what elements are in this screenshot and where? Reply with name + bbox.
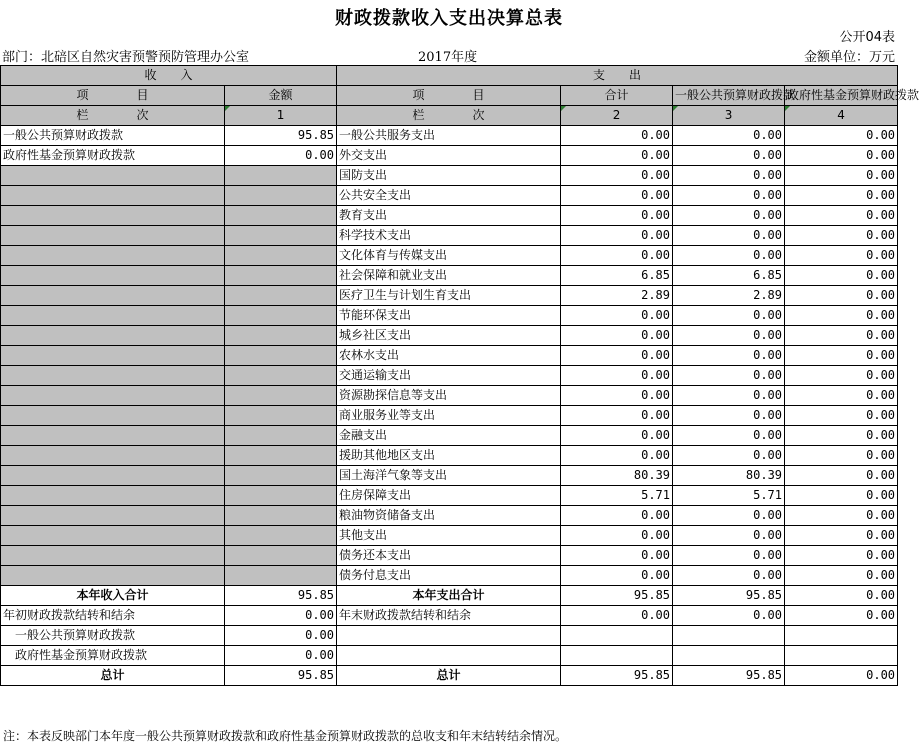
expense-general: 0.00	[673, 506, 785, 526]
income-amount: 0.00	[225, 146, 337, 166]
expense-general: 0.00	[673, 226, 785, 246]
table-row	[1, 166, 898, 186]
income-amount	[225, 506, 337, 526]
report-year: 2017年度	[418, 50, 478, 65]
empty-cell	[785, 646, 898, 666]
expense-item: 农林水支出	[337, 346, 561, 366]
expense-item: 公共安全支出	[337, 186, 561, 206]
expense-general: 2.89	[673, 286, 785, 306]
column-index-2: 2	[561, 106, 673, 126]
expense-general: 95.85	[673, 586, 785, 606]
income-item	[1, 506, 225, 526]
income-amount	[225, 446, 337, 466]
expense-total: 0.00	[561, 346, 673, 366]
expense-fund: 0.00	[785, 526, 898, 546]
expense-fund: 0.00	[785, 226, 898, 246]
expense-fund: 0.00	[785, 146, 898, 166]
expense-general: 0.00	[673, 426, 785, 446]
expense-general: 95.85	[673, 666, 785, 686]
expense-general-header: 一般公共预算财政拨款	[673, 86, 785, 106]
income-amount	[225, 186, 337, 206]
expense-total: 6.85	[561, 266, 673, 286]
expense-general: 0.00	[673, 446, 785, 466]
income-item	[1, 566, 225, 586]
expense-fund: 0.00	[785, 446, 898, 466]
expense-fund: 0.00	[785, 326, 898, 346]
income-item	[1, 486, 225, 506]
expense-general: 0.00	[673, 306, 785, 326]
expense-item: 商业服务业等支出	[337, 406, 561, 426]
income-amount: 0.00	[225, 626, 337, 646]
carry-general-row	[1, 626, 898, 646]
income-item	[1, 206, 225, 226]
column-header-row	[1, 86, 898, 106]
expense-general: 0.00	[673, 146, 785, 166]
table-row	[1, 426, 898, 446]
expense-general: 0.00	[673, 166, 785, 186]
table-row	[1, 506, 898, 526]
expense-fund: 0.00	[785, 346, 898, 366]
expense-total: 5.71	[561, 486, 673, 506]
income-item	[1, 326, 225, 346]
expense-item: 本年支出合计	[337, 586, 561, 606]
income-item	[1, 346, 225, 366]
expense-total: 0.00	[561, 546, 673, 566]
income-item: 一般公共预算财政拨款	[1, 626, 225, 646]
expense-fund: 0.00	[785, 186, 898, 206]
expense-general: 0.00	[673, 126, 785, 146]
income-item: 政府性基金预算财政拨款	[1, 146, 225, 166]
income-item	[1, 546, 225, 566]
expense-fund: 0.00	[785, 606, 898, 626]
expense-item: 科学技术支出	[337, 226, 561, 246]
income-amount	[225, 426, 337, 446]
expense-total: 0.00	[561, 566, 673, 586]
expense-total: 0.00	[561, 146, 673, 166]
expense-total: 0.00	[561, 526, 673, 546]
table-row	[1, 266, 898, 286]
expense-general: 5.71	[673, 486, 785, 506]
income-amount	[225, 206, 337, 226]
expense-item: 社会保障和就业支出	[337, 266, 561, 286]
table-row	[1, 246, 898, 266]
income-item	[1, 526, 225, 546]
expense-item: 城乡社区支出	[337, 326, 561, 346]
expense-item: 其他支出	[337, 526, 561, 546]
column-index-row	[1, 106, 898, 126]
expense-fund: 0.00	[785, 386, 898, 406]
expense-total: 95.85	[561, 586, 673, 606]
expense-fund: 0.00	[785, 366, 898, 386]
expense-general: 0.00	[673, 386, 785, 406]
expense-item: 粮油物资储备支出	[337, 506, 561, 526]
expense-total: 0.00	[561, 506, 673, 526]
table-row	[1, 526, 898, 546]
expense-item: 一般公共服务支出	[337, 126, 561, 146]
expense-total: 0.00	[561, 326, 673, 346]
expense-fund: 0.00	[785, 586, 898, 606]
expense-fund: 0.00	[785, 466, 898, 486]
income-amount	[225, 286, 337, 306]
expense-fund: 0.00	[785, 426, 898, 446]
expense-fund: 0.00	[785, 126, 898, 146]
expense-total: 0.00	[561, 306, 673, 326]
expense-item: 国土海洋气象等支出	[337, 466, 561, 486]
expense-item: 国防支出	[337, 166, 561, 186]
grand-total-row	[1, 666, 898, 686]
expense-total: 95.85	[561, 666, 673, 686]
empty-cell	[337, 646, 561, 666]
empty-cell	[561, 626, 673, 646]
expense-fund: 0.00	[785, 406, 898, 426]
expense-item-header: 项 目	[337, 86, 561, 106]
empty-cell	[785, 626, 898, 646]
expense-fund: 0.00	[785, 546, 898, 566]
column-index-1: 1	[225, 106, 337, 126]
income-amount: 95.85	[225, 666, 337, 686]
expense-general: 0.00	[673, 566, 785, 586]
fiscal-summary-table	[0, 65, 919, 686]
table-row	[1, 286, 898, 306]
expense-item: 援助其他地区支出	[337, 446, 561, 466]
empty-cell	[673, 626, 785, 646]
footnote: 注：本表反映部门本年度一般公共预算财政拨款和政府性基金预算财政拨款的总收支和年末结转结余情况。	[3, 729, 568, 743]
expense-general: 0.00	[673, 546, 785, 566]
table-row	[1, 126, 898, 146]
expense-fund: 0.00	[785, 166, 898, 186]
expense-item: 外交支出	[337, 146, 561, 166]
income-amount	[225, 546, 337, 566]
income-amount	[225, 526, 337, 546]
expense-fund: 0.00	[785, 506, 898, 526]
expense-item: 住房保障支出	[337, 486, 561, 506]
expense-item: 总计	[337, 666, 561, 686]
expense-total: 0.00	[561, 386, 673, 406]
income-item: 一般公共预算财政拨款	[1, 126, 225, 146]
empty-cell	[337, 626, 561, 646]
column-index-4: 4	[785, 106, 898, 126]
expense-section-header: 支 出	[337, 66, 898, 86]
expense-item: 债务付息支出	[337, 566, 561, 586]
table-row	[1, 446, 898, 466]
income-amount-header: 金额	[225, 86, 337, 106]
form-number: 公开04表	[839, 30, 895, 45]
income-amount	[225, 246, 337, 266]
expense-general: 0.00	[673, 606, 785, 626]
expense-total: 0.00	[561, 606, 673, 626]
expense-general: 0.00	[673, 406, 785, 426]
income-item	[1, 246, 225, 266]
expense-total: 0.00	[561, 226, 673, 246]
expense-total: 2.89	[561, 286, 673, 306]
expense-total: 0.00	[561, 366, 673, 386]
expense-total: 0.00	[561, 126, 673, 146]
expense-total: 0.00	[561, 246, 673, 266]
income-amount	[225, 366, 337, 386]
income-item	[1, 306, 225, 326]
amount-unit: 金额单位：万元	[803, 50, 895, 65]
expense-general: 0.00	[673, 246, 785, 266]
expense-total: 80.39	[561, 466, 673, 486]
expense-fund: 0.00	[785, 306, 898, 326]
expense-item: 债务还本支出	[337, 546, 561, 566]
empty-cell	[561, 646, 673, 666]
expense-fund-header: 政府性基金预算财政拨款	[785, 86, 898, 106]
income-amount	[225, 306, 337, 326]
income-amount	[225, 406, 337, 426]
carry-over-row	[1, 606, 898, 626]
table-row	[1, 566, 898, 586]
income-amount: 95.85	[225, 586, 337, 606]
expense-index-label: 栏 次	[337, 106, 561, 126]
income-amount	[225, 226, 337, 246]
expense-total: 0.00	[561, 186, 673, 206]
income-amount	[225, 346, 337, 366]
income-amount	[225, 166, 337, 186]
income-item	[1, 386, 225, 406]
table-row	[1, 386, 898, 406]
report-title: 财政拨款收入支出决算总表	[335, 8, 563, 29]
expense-total: 0.00	[561, 426, 673, 446]
report-meta	[0, 45, 898, 65]
expense-item: 教育支出	[337, 206, 561, 226]
expense-fund: 0.00	[785, 266, 898, 286]
table-row	[1, 206, 898, 226]
table-row	[1, 146, 898, 166]
income-item	[1, 366, 225, 386]
expense-general: 0.00	[673, 206, 785, 226]
expense-fund: 0.00	[785, 246, 898, 266]
expense-fund: 0.00	[785, 206, 898, 226]
income-item	[1, 186, 225, 206]
table-row	[1, 406, 898, 426]
income-amount: 95.85	[225, 126, 337, 146]
expense-item: 金融支出	[337, 426, 561, 446]
expense-general: 0.00	[673, 346, 785, 366]
expense-general: 6.85	[673, 266, 785, 286]
expense-fund: 0.00	[785, 566, 898, 586]
carry-fund-row	[1, 646, 898, 666]
income-amount: 0.00	[225, 606, 337, 626]
table-row	[1, 486, 898, 506]
expense-item: 节能环保支出	[337, 306, 561, 326]
year-total-row	[1, 586, 898, 606]
income-item	[1, 446, 225, 466]
table-row	[1, 466, 898, 486]
expense-total: 0.00	[561, 446, 673, 466]
expense-general: 80.39	[673, 466, 785, 486]
income-item	[1, 466, 225, 486]
income-item	[1, 286, 225, 306]
income-item: 政府性基金预算财政拨款	[1, 646, 225, 666]
table-row	[1, 306, 898, 326]
income-item: 本年收入合计	[1, 586, 225, 606]
empty-cell	[673, 646, 785, 666]
table-row	[1, 346, 898, 366]
income-amount: 0.00	[225, 646, 337, 666]
income-amount	[225, 326, 337, 346]
income-amount	[225, 466, 337, 486]
expense-total: 0.00	[561, 206, 673, 226]
income-index-label: 栏 次	[1, 106, 225, 126]
income-item-header: 项 目	[1, 86, 225, 106]
table-row	[1, 186, 898, 206]
expense-fund: 0.00	[785, 286, 898, 306]
income-amount	[225, 266, 337, 286]
income-item	[1, 226, 225, 246]
expense-item: 年末财政拨款结转和结余	[337, 606, 561, 626]
table-row	[1, 546, 898, 566]
expense-item: 交通运输支出	[337, 366, 561, 386]
expense-total: 0.00	[561, 406, 673, 426]
income-amount	[225, 486, 337, 506]
expense-item: 医疗卫生与计划生育支出	[337, 286, 561, 306]
expense-general: 0.00	[673, 366, 785, 386]
income-item	[1, 406, 225, 426]
income-item	[1, 166, 225, 186]
expense-total-header: 合计	[561, 86, 673, 106]
department-label: 部门：北碚区自然灾害预警预防管理办公室	[2, 50, 250, 65]
expense-fund: 0.00	[785, 666, 898, 686]
expense-item: 文化体育与传媒支出	[337, 246, 561, 266]
table-row	[1, 226, 898, 246]
table-row	[1, 326, 898, 346]
income-item	[1, 266, 225, 286]
income-item: 总计	[1, 666, 225, 686]
income-amount	[225, 386, 337, 406]
section-header-row	[1, 66, 898, 86]
income-item	[1, 426, 225, 446]
table-row	[1, 366, 898, 386]
expense-general: 0.00	[673, 326, 785, 346]
expense-fund: 0.00	[785, 486, 898, 506]
expense-general: 0.00	[673, 526, 785, 546]
income-section-header: 收 入	[1, 66, 337, 86]
income-amount	[225, 566, 337, 586]
expense-item: 资源勘探信息等支出	[337, 386, 561, 406]
column-index-3: 3	[673, 106, 785, 126]
expense-general: 0.00	[673, 186, 785, 206]
income-item: 年初财政拨款结转和结余	[1, 606, 225, 626]
expense-total: 0.00	[561, 166, 673, 186]
